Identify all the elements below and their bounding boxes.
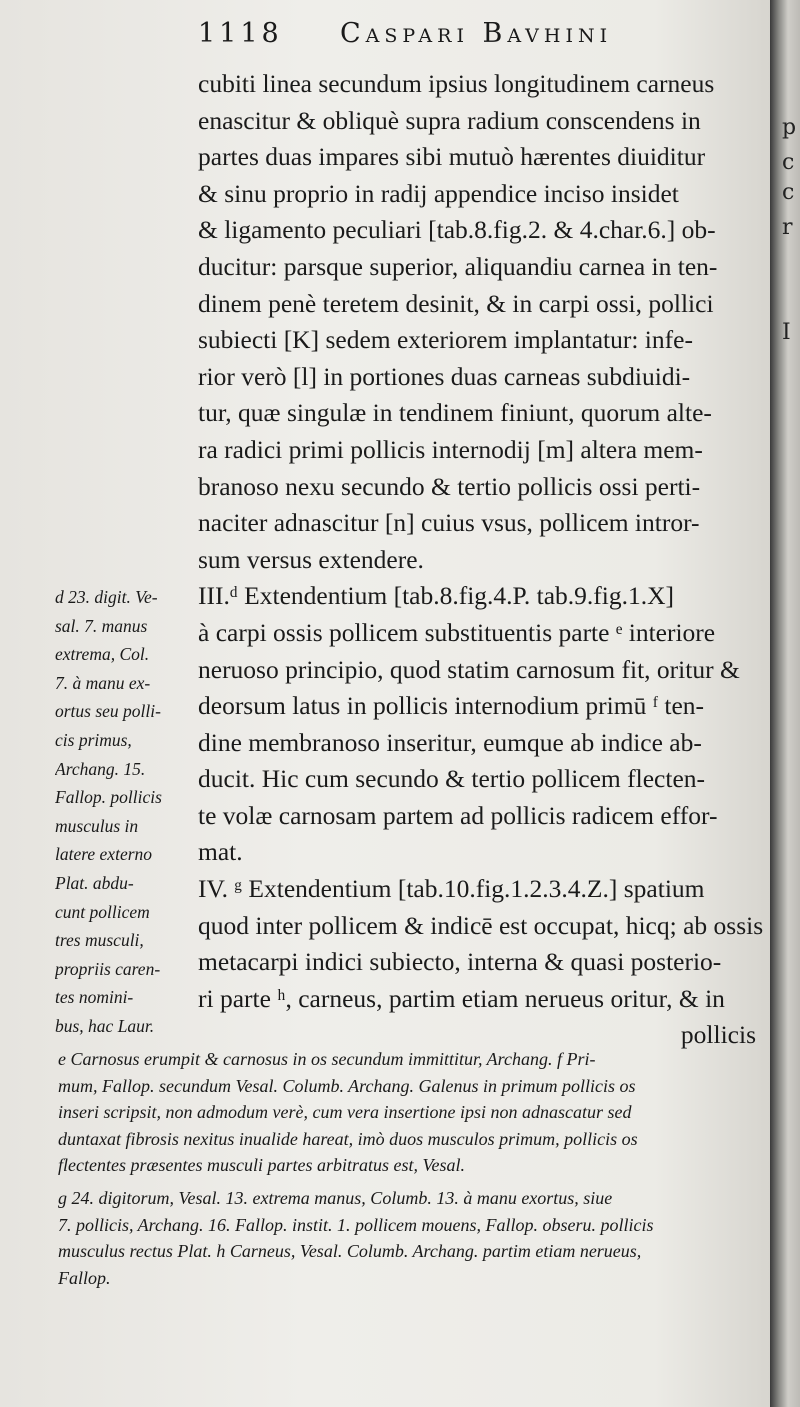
footnote-line: e Carnosus erumpit & carnosus in os secundum immittitur, Archang. f Pri- xyxy=(58,1049,596,1069)
margin-line: Fallop. pollicis xyxy=(55,787,162,808)
facing-page-fragment: c xyxy=(782,150,795,175)
text-line: enascitur & obliquè supra radium conscendens in xyxy=(198,105,701,135)
margin-line: d 23. digit. Ve- xyxy=(55,587,158,607)
margin-line: tres musculi, xyxy=(55,930,144,951)
footnote-line: musculus rectus Plat. h Carneus, Vesal. Columb. Archang. partim etiam nerueus, xyxy=(58,1241,642,1262)
marginal-note xyxy=(55,583,195,1041)
margin-line: 7. à manu ex- xyxy=(55,672,151,693)
footnotes xyxy=(58,1046,768,1291)
text-line: mat. xyxy=(198,837,243,867)
margin-line: musculus in xyxy=(55,815,139,836)
facing-page-edge xyxy=(770,0,800,1407)
text-line: quod inter pollicem & indicē est occupat, hicq; ab ossis xyxy=(198,910,764,940)
text-line: III.ᵈ Extendentium [tab.8.fig.4.P. tab.9.fig.1.X] xyxy=(198,581,675,611)
main-text-column xyxy=(198,66,764,1054)
margin-line: tes nomini- xyxy=(55,987,134,1008)
margin-line: extrema, Col. xyxy=(55,644,150,665)
margin-line: Plat. abdu- xyxy=(55,872,134,893)
running-title: Caspari Bavhini xyxy=(340,18,613,49)
footnote-line: 7. pollicis, Archang. 16. Fallop. instit. 1. pollicem mouens, Fallop. obseru. pollicis xyxy=(58,1214,654,1235)
footnote-line: Fallop. xyxy=(58,1267,111,1288)
facing-page-fragment: I xyxy=(782,320,791,345)
text-line: tur, quæ singulæ in tendinem finiunt, quorum alte- xyxy=(198,398,712,428)
text-line: IV. ᵍ Extendentium [tab.10.fig.1.2.3.4.Z.] spatium xyxy=(198,874,705,904)
footnote-line: g 24. digitorum, Vesal. 13. extrema manus, Columb. 13. à manu exortus, siue xyxy=(58,1187,613,1208)
text-line: subiecti [K] sedem exteriorem implantatur: infe- xyxy=(198,325,693,355)
margin-line: Archang. 15. xyxy=(55,758,146,779)
text-line: neruoso principio, quod statim carnosum fit, oritur & xyxy=(198,654,740,684)
text-line: dine membranoso inseritur, eumque ab indice ab- xyxy=(198,727,702,757)
text-line: ducit. Hic cum secundo & tertio pollicem flecten- xyxy=(198,764,705,794)
margin-line: cunt pollicem xyxy=(55,901,150,922)
text-line: metacarpi indici subiecto, interna & quasi posterio- xyxy=(198,947,722,977)
margin-line: latere externo xyxy=(55,844,153,865)
text-line: ri parte ʰ, carneus, partim etiam nerueus oritur, & in xyxy=(198,983,725,1013)
text-line: partes duas impares sibi mutuò hærentes diuiditur xyxy=(198,142,706,172)
margin-line: sal. 7. manus xyxy=(55,615,148,636)
footnote-line: duntaxat fibrosis nexitus inualide hareat, imò duos musculos primum, pollicis os xyxy=(58,1128,638,1149)
margin-line: bus, hac Laur. xyxy=(55,1015,155,1036)
text-line: cubiti linea secundum ipsius longitudinem carneus xyxy=(198,69,715,98)
text-line: à carpi ossis pollicem substituentis parte ᵉ interiore xyxy=(198,617,716,647)
text-line: ducitur: parsque superior, aliquandiu carnea in ten- xyxy=(198,251,718,281)
text-line: rior verò [l] in portiones duas carneas subdiuidi- xyxy=(198,361,691,391)
facing-page-fragment: c xyxy=(782,180,795,205)
page-header xyxy=(198,18,738,58)
text-line: deorsum latus in pollicis internodium primū ᶠ ten- xyxy=(198,691,705,721)
text-line: ra radici primi pollicis internodij [m] altera mem- xyxy=(198,434,703,464)
facing-page-fragment: p xyxy=(782,115,797,140)
text-line: branoso nexu secundo & tertio pollicis ossi perti- xyxy=(198,471,701,501)
margin-line: propriis caren- xyxy=(55,958,161,979)
text-line: & sinu proprio in radij appendice inciso insidet xyxy=(198,178,679,208)
margin-line: cis primus, xyxy=(55,729,132,750)
text-line: te volæ carnosam partem ad pollicis radicem effor- xyxy=(198,800,718,830)
text-line: & ligamento peculiari [tab.8.fig.2. & 4.char.6.] ob- xyxy=(198,215,716,245)
text-line: dinem penè teretem desinit, & in carpi ossi, pollici xyxy=(198,288,714,318)
facing-page-fragment: r xyxy=(782,215,793,240)
page-number: 1118 xyxy=(198,18,283,49)
footnote-line: inseri scripsit, non admodum verè, cum vera insertione ipsi non adnascatur sed xyxy=(58,1102,632,1123)
margin-line: ortus seu polli- xyxy=(55,701,161,722)
footnote-line: flectentes præsentes musculi partes arbitratus est, Vesal. xyxy=(58,1155,465,1176)
text-line: naciter adnascitur [n] cuius vsus, pollicem intror- xyxy=(198,508,700,538)
footnote-line: mum, Fallop. secundum Vesal. Columb. Archang. Galenus in primum pollicis os xyxy=(58,1075,636,1096)
catchword: pollicis xyxy=(680,1020,756,1050)
text-line: sum versus extendere. xyxy=(198,544,424,574)
